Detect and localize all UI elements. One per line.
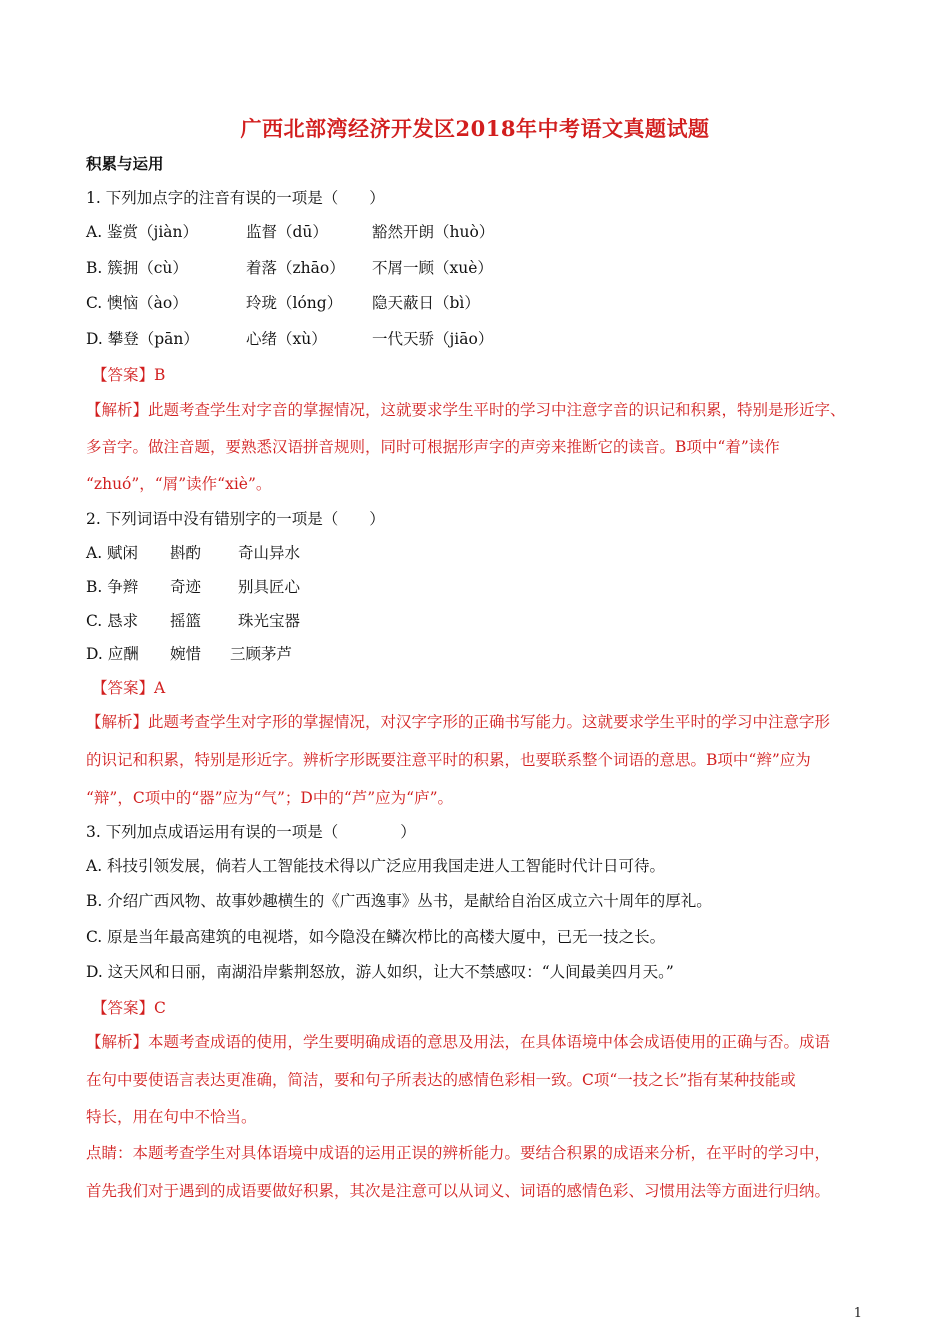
- question-3-tip-line: 首先我们对于遇到的成语要做好积累，其次是注意可以从词义、词语的感情色彩、习惯用法等方面进行归纳。: [86, 1182, 831, 1200]
- option-cell: 监督（dū）: [246, 223, 328, 241]
- question-1-analysis-line: 多音字。做注音题，要熟悉汉语拼音规则，同时可根据形声字的声旁来推断它的读音。B项中“着”读作: [86, 438, 780, 456]
- option-cell: 婉惜: [170, 645, 202, 663]
- question-3-analysis-line: 特长，用在句中不恰当。: [86, 1108, 257, 1126]
- option-cell: D. 应酬: [86, 645, 139, 663]
- question-2-option-c: [86, 611, 486, 631]
- question-3-analysis-line: 【解析】本题考查成语的使用，学生要明确成语的意思及用法，在具体语境中体会成语使用的正确与否。成语: [86, 1033, 831, 1051]
- question-3-tip-line: 点睛：本题考查学生对具体语境中成语的运用正误的辨析能力。要结合积累的成语来分析，在平时的学习中，: [86, 1144, 831, 1162]
- option-cell: C. 恳求: [86, 612, 139, 630]
- section-heading: 积累与运用: [86, 154, 164, 173]
- page-number: 1: [853, 1306, 862, 1321]
- question-2-option-a: [86, 543, 486, 563]
- question-1-option-b: [86, 258, 866, 278]
- option-cell: 奇迹: [170, 578, 202, 596]
- question-2-option-b: [86, 577, 486, 597]
- option-cell: B. 簇拥（cù）: [86, 259, 188, 277]
- option-cell: 着落（zhāo）: [246, 259, 345, 277]
- question-1-option-a: [86, 222, 866, 242]
- question-1-option-d: [86, 329, 866, 349]
- question-1-stem: 1. 下列加点字的注音有误的一项是（ ）: [86, 189, 385, 207]
- option-cell: 不屑一顾（xuè）: [372, 259, 493, 277]
- question-3-option-d: D. 这天风和日丽，南湖沿岸紫荆怒放，游人如织，让大不禁感叹：“人间最美四月天。”: [86, 963, 674, 981]
- question-2-analysis-line: 的识记和积累，特别是形近字。辨析字形既要注意平时的积累，也要联系整个词语的意思。B项中“辫”应为: [86, 751, 811, 769]
- question-2-analysis-line: 【解析】此题考查学生对字形的掌握情况，对汉字字形的正确书写能力。这就要求学生平时的学习中注意字形: [86, 713, 831, 731]
- question-1-analysis-line: 【解析】此题考查学生对字音的掌握情况，这就要求学生平时的学习中注意字音的识记和积累，特别是形近字、: [86, 401, 846, 419]
- question-3-analysis-line: 在句中要使语言表达更准确，简洁，要和句子所表达的感情色彩相一致。C项“一技之长”指有某种技能或: [86, 1071, 796, 1089]
- question-3-option-b: B. 介绍广西风物、故事妙趣横生的《广西逸事》丛书，是献给自治区成立六十周年的厚礼。: [86, 892, 712, 910]
- option-cell: 奇山异水: [238, 544, 301, 562]
- option-cell: 别具匠心: [238, 578, 301, 596]
- option-cell: 珠光宝器: [238, 612, 301, 630]
- option-cell: 玲珑（lóng）: [246, 294, 343, 312]
- option-cell: 一代天骄（jiāo）: [372, 330, 494, 348]
- question-2-analysis-line: “辩”，C项中的“器”应为“气”；D中的“芦”应为“庐”。: [86, 789, 454, 807]
- option-cell: 心绪（xù）: [246, 330, 327, 348]
- option-cell: 摇篮: [170, 612, 202, 630]
- question-1-answer: 【答案】B: [92, 366, 166, 384]
- question-3-answer: 【答案】C: [92, 999, 166, 1017]
- question-2-option-d: [86, 644, 486, 664]
- option-cell: 斟酌: [170, 544, 202, 562]
- option-cell: A. 赋闲: [86, 544, 139, 562]
- option-cell: A. 鉴赏（jiàn）: [86, 223, 199, 241]
- option-cell: 豁然开朗（huò）: [372, 223, 495, 241]
- question-3-option-a: A. 科技引领发展，倘若人工智能技术得以广泛应用我国走进人工智能时代计日可待。: [86, 857, 666, 875]
- option-cell: 三顾茅芦: [230, 645, 293, 663]
- option-cell: C. 懊恼（ào）: [86, 294, 188, 312]
- option-cell: D. 攀登（pān）: [86, 330, 199, 348]
- question-2-answer: 【答案】A: [92, 679, 166, 697]
- question-3-stem: 3. 下列加点成语运用有误的一项是（ ）: [86, 823, 416, 841]
- question-1-analysis-line: “zhuó”，“屑”读作“xiè”。: [86, 475, 272, 493]
- page-title: 广西北部湾经济开发区2018年中考语文真题试题: [240, 116, 710, 141]
- question-3-option-c: C. 原是当年最高建筑的电视塔，如今隐没在鳞次栉比的高楼大厦中，已无一技之长。: [86, 928, 666, 946]
- question-2-stem: 2. 下列词语中没有错别字的一项是（ ）: [86, 510, 385, 528]
- option-cell: B. 争辫: [86, 578, 139, 596]
- question-1-option-c: [86, 293, 866, 313]
- option-cell: 隐天蔽日（bì）: [372, 294, 480, 312]
